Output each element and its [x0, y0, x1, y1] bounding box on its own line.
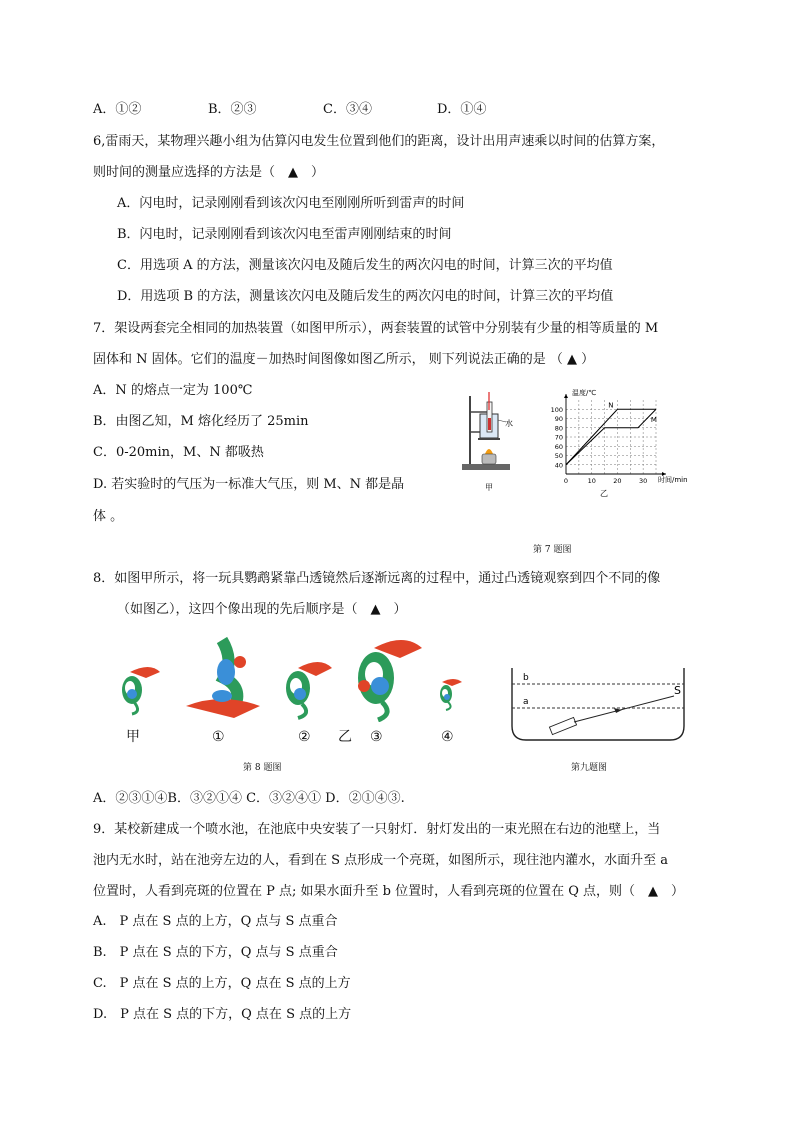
parrot-object-image: [112, 660, 164, 716]
chart-grid: [566, 400, 656, 474]
q9-stem-line2: 池内无水时，站在池旁左边的人，看到在 S 点形成一个亮斑，如图所示，现往池内灌水，水面升至 a: [93, 853, 669, 868]
x-tick-label: 30: [639, 477, 648, 485]
series-label-m: M: [650, 416, 657, 425]
q7-stem-line2: 固体和 N 固体。它们的温度－加热时间图像如图乙所示， 则下列说法正确的是 （ ▲ ）: [93, 352, 595, 367]
y-tick-label: 60: [554, 442, 563, 451]
q9-stem-line3: 位置时，人看到亮斑的位置在 P 点; 如果水面升至 b 位置时，人看到亮斑的位置在 Q 点，则（ ▲ ）: [93, 884, 685, 899]
y-tick-label: 90: [554, 415, 563, 423]
parrot-image-3: [344, 632, 426, 722]
q9-option-b: B. P 点在 S 点的下方，Q 点与 S 点重合: [93, 945, 338, 960]
y-tick-label: 50: [554, 452, 563, 460]
q7-option-d-cont: 体 。: [93, 509, 124, 524]
q8-figure-caption: 第 8 题图: [243, 763, 282, 773]
q7-stem-line1: 7．架设两套完全相同的加热装置（如图甲所示），两套装置的试管中分别装有少量的相等质量的 M: [93, 321, 659, 336]
q7-figure-caption: 第 7 题图: [533, 545, 572, 555]
q8-label-4: ④: [441, 729, 454, 745]
q7-option-d: D. 若实验时的气压为一标准大气压，则 M、N 都是晶: [93, 477, 405, 492]
q8-label-yi: 乙: [338, 729, 352, 745]
y-tick-label: 70: [554, 433, 563, 442]
q9-option-c: C. P 点在 S 点的上方，Q 点在 S 点的上方: [93, 976, 351, 991]
y-tick-label: 40: [554, 461, 563, 470]
apparatus-label-jia: 甲: [485, 483, 493, 492]
q9-option-a: A. P 点在 S 点的上方，Q 点与 S 点重合: [93, 914, 338, 929]
q8-stem-line1: 8．如图甲所示，将一玩具鹦鹉紧靠凸透镜然后逐渐远离的过程中，通过凸透镜观察到四个不同的像: [93, 571, 661, 586]
q6-option-c: C．用选项 A 的方法，测量该次闪电及随后发生的两次闪电的时间，计算三次的平均值: [117, 258, 613, 273]
q6-option-b: B．闪电时，记录刚刚看到该次闪电至雷声刚刚结束的时间: [117, 227, 452, 242]
temperature-time-chart: [530, 382, 700, 502]
chart-y-axis-label: 温度/℃: [572, 389, 597, 397]
parrot-image-4: [434, 676, 464, 712]
parrot-image-1: [182, 630, 264, 722]
chart-x-axis-label: 时间/min: [658, 476, 688, 484]
x-tick-label: 0: [563, 477, 569, 485]
q6-stem-line1: 6,雷雨天，某物理兴趣小组为估算闪电发生位置到他们的距离，设计出用声速乘以时间的估算方案，: [93, 134, 665, 149]
chart-tick-labels: [551, 406, 648, 485]
heating-apparatus-figure: [458, 388, 520, 494]
chart-sub-label-yi: 乙: [600, 489, 608, 498]
q5-option-a: A．①②: [93, 102, 142, 117]
parrot-image-2: [276, 654, 338, 720]
q8-label-3: ③: [370, 729, 383, 745]
q6-stem-line2: 则时间的测量应选择的方法是（ ▲ ）: [93, 165, 324, 180]
q7-option-a: A．N 的熔点一定为 100℃: [93, 383, 253, 398]
pool-figure: [508, 666, 700, 746]
q9-figure-caption: 第九题图: [571, 763, 608, 773]
q8-options: A．②③①④B．③②①④ C．③②④① D．②①④③.: [93, 791, 405, 806]
spot-s-label: S: [674, 684, 681, 697]
q8-label-2: ②: [298, 729, 311, 745]
q5-option-d: D．①④: [437, 102, 487, 117]
q9-stem-line1: 9．某校新建成一个喷水池，在池底中央安装了一只射灯．射灯发出的一束光照在右边的池壁上，当: [93, 822, 661, 837]
q7-option-c: C．0-20min，M、N 都吸热: [93, 445, 264, 460]
q5-option-b: B．②③: [208, 102, 257, 117]
y-tick-label: 80: [554, 424, 563, 433]
water-level-b-label: b: [523, 673, 529, 683]
q8-label-1: ①: [212, 729, 225, 745]
q9-option-d: D. P 点在 S 点的下方，Q 点在 S 点的上方: [93, 1007, 352, 1022]
series-label-n: N: [608, 401, 614, 410]
y-axis-arrow: [564, 394, 568, 398]
q8-label-jia: 甲: [126, 729, 140, 745]
q6-option-a: A．闪电时，记录刚刚看到该次闪电至刚刚所听到雷声的时间: [117, 196, 465, 211]
q5-option-c: C．③④: [323, 102, 372, 117]
q6-option-d: D．用选项 B 的方法，测量该次闪电及随后发生的两次闪电的时间，计算三次的平均值: [117, 289, 614, 304]
q8-stem-line2: （如图乙），这四个像出现的先后顺序是（ ▲ ）: [117, 602, 407, 617]
water-label: 水: [505, 419, 513, 428]
y-tick-label: 100: [550, 405, 563, 414]
chart-axes: [564, 394, 666, 476]
water-level-a-label: a: [523, 697, 529, 707]
x-tick-label: 10: [587, 477, 596, 485]
q7-option-b: B．由图乙知，M 熔化经历了 25min: [93, 414, 309, 429]
x-tick-label: 20: [613, 477, 622, 485]
